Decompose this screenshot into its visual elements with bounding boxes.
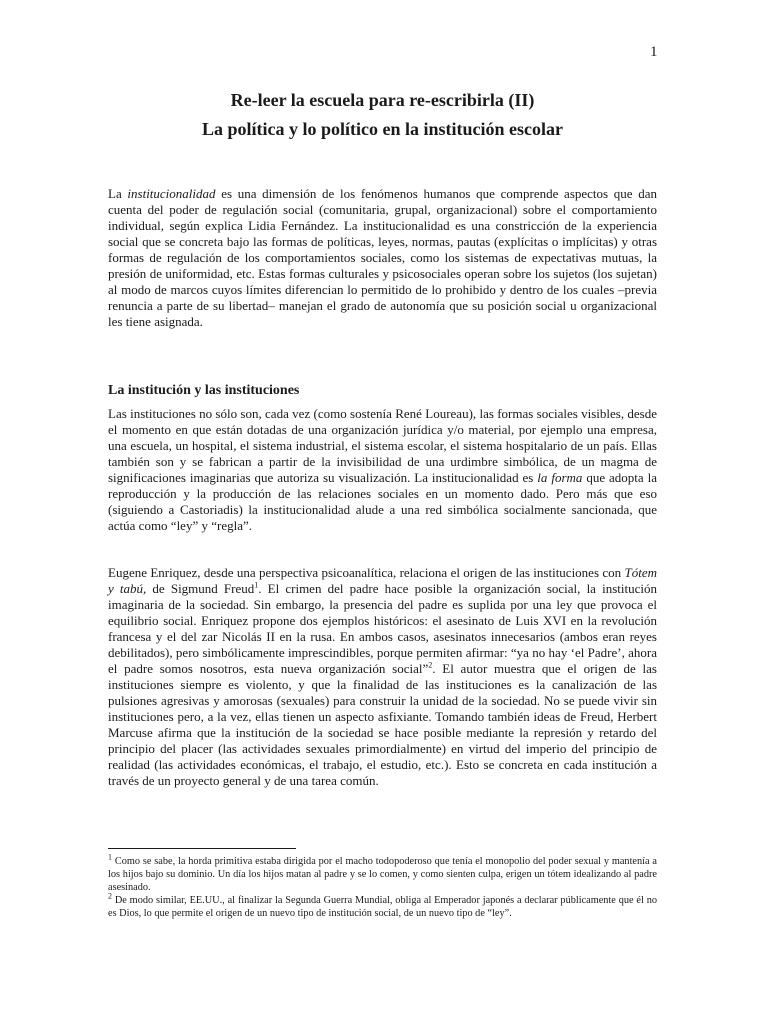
title-line-2: La política y lo político en la institución escolar xyxy=(202,119,563,139)
footnote-text-2: De modo similar, EE.UU., al finalizar la Segunda Guerra Mundial, obliga al Emperador japonés a declarar públicamente que él no es Dios, lo que permite el origen de un nuevo tipo de institución social, de un nuevo tipo de “ley”. xyxy=(108,895,657,919)
p1-italic-term: institucionalidad xyxy=(127,186,216,201)
p3-part4: . El autor muestra que el origen de las instituciones siempre es violento, y que la finalidad de las instituciones es la canalización de las pulsiones agresivas y amorosas (sexuales) para construir la unidad de la sociedad. No se puede vivir sin instituciones pero, a la vez, ellas tienen un aspecto asfixiante. Tomando también ideas de Freud, Herbert Marcuse afirma que la institución de la sociedad se hace posible mediante la represión y retardo del principio del placer (las actividades sexuales primordialmente) en virtud del imperio del principio de realidad (las actividades económicas, el trabajo, el estudio, etc.). Esto se concreta en cada institución a través de un proyecto general y de una tarea común. xyxy=(108,661,657,788)
p3-italic-title: Tótem y tabú, xyxy=(108,565,657,596)
p1-lead: La xyxy=(108,186,128,201)
footnote-2 xyxy=(108,891,657,920)
footnotes xyxy=(108,852,657,920)
p2-part1: Las instituciones no sólo son, cada vez (como sostenía René Loureau), las formas sociales visibles, desde el momento en que están dotadas de una organización jurídica y/o material, por ejemplo una empresa, una escuela, un hospital, el sistema industrial, el sistema escolar, el sistema hospitalario de un país. Ellas también son y se fabrican a partir de la invisibilidad de una urdimbre simbólica, de un magma de significaciones imaginarias que autoriza su visualización. La institucionalidad es xyxy=(108,406,657,485)
section-heading: La institución y las instituciones xyxy=(108,383,300,398)
p3-part2: de Sigmund Freud xyxy=(146,581,255,596)
footnote-text-1: Como se sabe, la horda primitiva estaba dirigida por el macho todopoderoso que tenía el monopolio del poder sexual y mantenía a los hijos bajo su dominio. Un día los hijos matan al padre y se lo comen, y como sienten culpa, erigen un tótem idealizando al padre asesinado. xyxy=(108,856,657,893)
title-line-1: Re-leer la escuela para re-escribirla (II) xyxy=(230,90,535,110)
footnote-number-1: 1 xyxy=(108,852,112,862)
p2-part2: que adopta la reproducción y la producción de las relaciones sociales en un momento dado. Pero más que eso (siguiendo a Castoriadis) la institucionalidad alude a una red simbólica socialmente sancionada, que actúa como “ley” y “regla”. xyxy=(108,470,658,533)
footnote-ref-1[interactable]: 1 xyxy=(254,580,259,590)
paragraph-enriquez xyxy=(108,565,657,789)
paragraph-institucionalidad xyxy=(108,186,657,330)
footnote-ref-2[interactable]: 2 xyxy=(428,660,433,670)
p2-italic-term: la forma xyxy=(537,470,583,485)
footnote-divider xyxy=(108,848,296,849)
p3-part3: . El crimen del padre hace posible la organización social, la institución imaginaria de la sociedad. Sin embargo, la presencia del padre es suplida por una ley que provoca el equilibrio social. Enriquez propone dos ejemplos históricos: el asesinato de Luis XVI en la revolución francesa y el del zar Nicolás II en la rusa. En ambos casos, asesinatos innecesarios (ambos eran reyes debilitados), pero simbólicamente imprescindibles, porque permiten afirmar: “ya no hay ‘el Padre’, ahora el padre somos nosotros, esta nueva organización social” xyxy=(108,581,657,676)
p3-part1: Eugene Enriquez, desde una perspectiva psicoanalítica, relaciona el origen de las instituciones con xyxy=(108,565,625,580)
footnote-1 xyxy=(108,852,657,894)
page-number: 1 xyxy=(650,44,658,60)
paragraph-instituciones xyxy=(108,406,657,534)
p1-rest: es una dimensión de los fenómenos humanos que comprende aspectos que dan cuenta del poder de regulación social (comunitaria, grupal, organizacional) sobre el comportamiento individual, según explica Lidia Fernández. La institucionalidad es una constricción de la experiencia social que se concreta bajo las formas de políticas, leyes, normas, pautas (explícitas o implícitas) y otras formas de regulación de los comportamientos sociales, como los sistemas de expectativas mutuas, la presión de uniformidad, etc. Estas formas culturales y psicosociales operan sobre los sujetos (los sujetan) al modo de marcos cuyos límites diferencian lo permitido de lo prohibido y dentro de los cuales –previa renuncia a parte de su libertad– manejan el grado de autonomía que su posición social u organizacional les tiene asignada. xyxy=(108,186,657,329)
footnote-number-2: 2 xyxy=(108,891,112,901)
document-title xyxy=(108,86,657,144)
